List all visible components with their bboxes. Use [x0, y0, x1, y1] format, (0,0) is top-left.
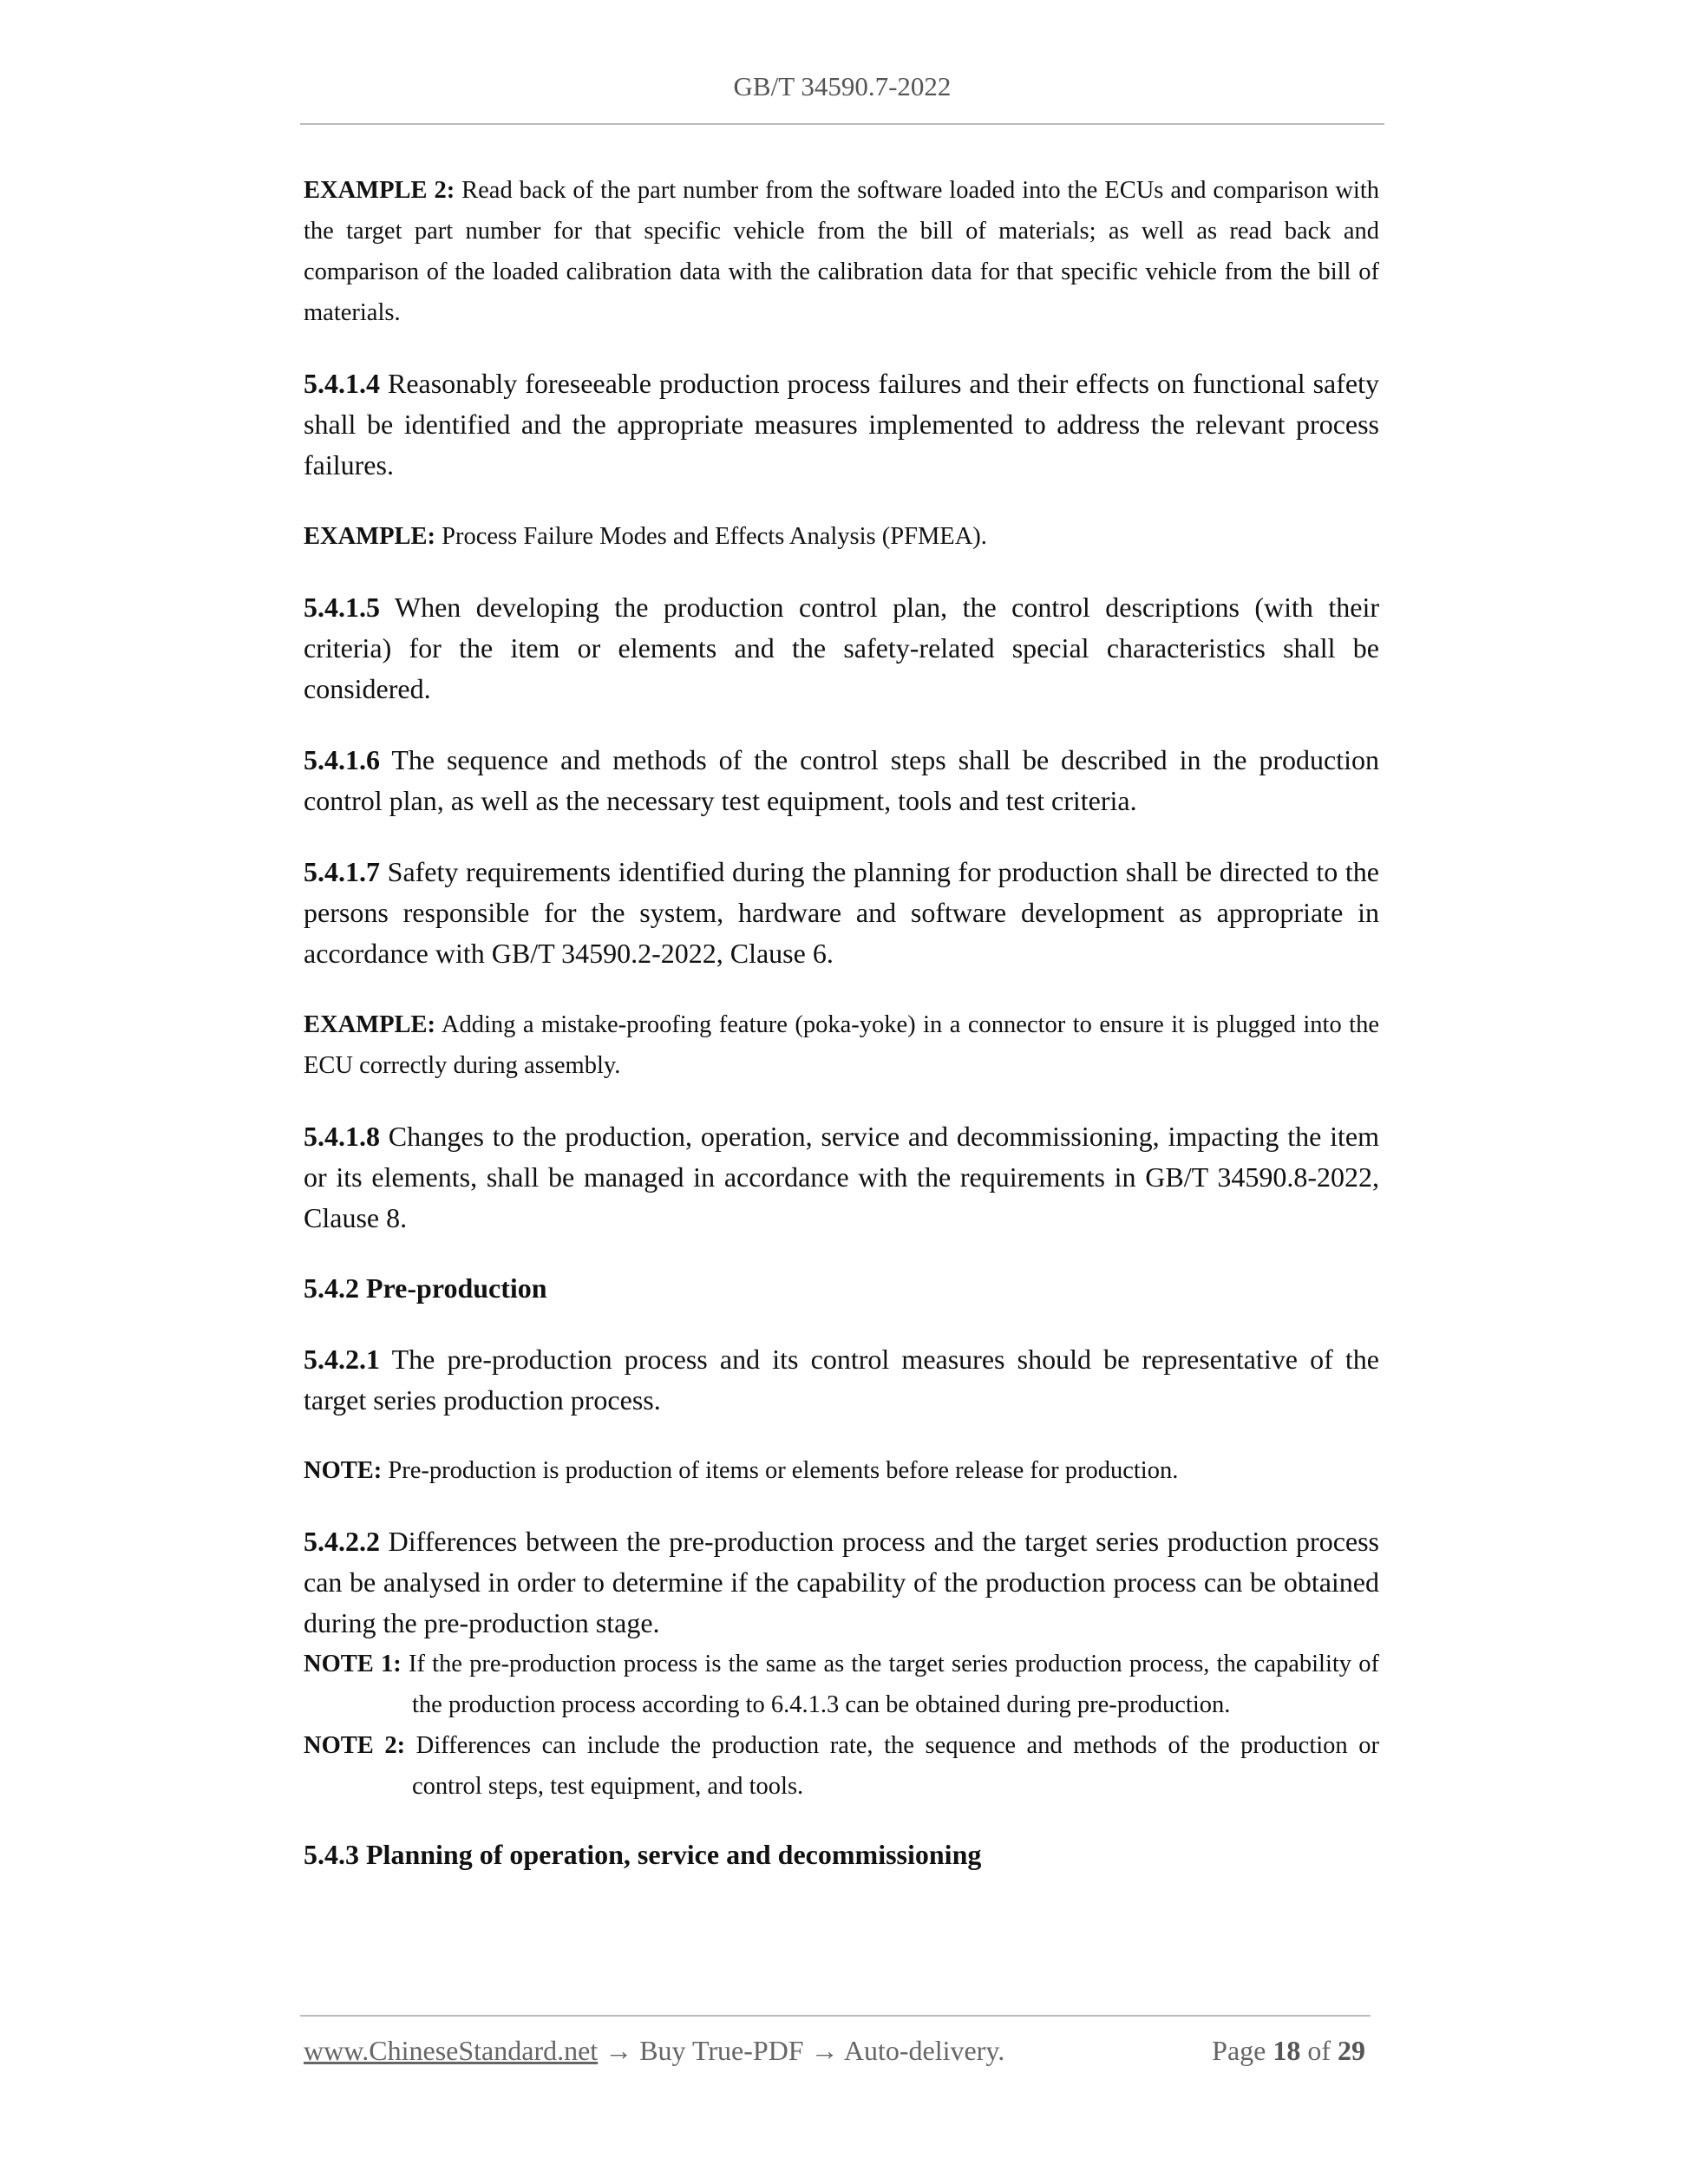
clause-number: 5.4.1.7	[304, 856, 380, 887]
clause-number: 5.4.1.8	[304, 1121, 380, 1152]
section-heading-operation-planning: 5.4.3 Planning of operation, service and decommissioning	[304, 1839, 982, 1870]
paragraph-text: Read back of the part number from the software loaded into the ECUs and comparison with the target part number for that specific vehicle from the bill of materials; as well as read back and comparison of the loaded calibration data with the calibration data for that specific vehicle from the bill of materials.	[304, 177, 1380, 326]
clause-5-4-2-1	[304, 1339, 1379, 1421]
total-pages-number: 29	[1338, 2035, 1365, 2066]
paragraph-text: Safety requirements identified during the planning for production shall be directed to the persons responsible for the system, hardware and software development as appropriate in accordance with GB/T 34590.2-2022, Clause 6.	[304, 856, 1379, 969]
paragraph-text: When developing the production control plan, the control descriptions (with their criteria) for the item or elements and the safety-related special characteristics shall be considered.	[304, 592, 1379, 704]
example-label: EXAMPLE 2:	[304, 177, 455, 204]
paragraph-text: Reasonably foreseeable production process failures and their effects on functional safety shall be identified and the appropriate measures implemented to address the relevant process failures.	[304, 368, 1379, 481]
document-body	[304, 170, 1379, 1875]
paragraph-text: If the pre-production process is the same as the target series production process, the capability of the production process according to 6.4.1.3 can be obtained during pre-production.	[401, 1651, 1379, 1718]
clause-number: 5.4.1.4	[304, 368, 380, 399]
clause-5-4-1-6	[304, 740, 1379, 821]
clause-number: 5.4.2.2	[304, 1526, 380, 1557]
document-header: GB/T 34590.7-2022	[733, 71, 952, 101]
example-2-paragraph	[304, 170, 1379, 333]
paragraph-text: The sequence and methods of the control steps shall be described in the production control plan, as well as the necessary test equipment, tools and test criteria.	[304, 744, 1379, 816]
clause-number: 5.4.1.5	[304, 592, 380, 623]
section-heading-pre-production: 5.4.2 Pre-production	[304, 1272, 547, 1304]
paragraph-text: Differences can include the production rate, the sequence and methods of the production or control steps, test equipment, and tools.	[405, 1732, 1379, 1800]
example-pfmea	[304, 516, 1379, 557]
paragraph-text: The pre-production process and its control measures should be representative of the target series production process.	[304, 1344, 1379, 1416]
note-2	[304, 1725, 1379, 1807]
footer-promo	[304, 2035, 1004, 2067]
paragraph-text: Process Failure Modes and Effects Analysis (PFMEA).	[435, 523, 987, 550]
clause-5-4-1-7	[304, 852, 1379, 974]
website-link[interactable]: www.ChineseStandard.net	[304, 2035, 599, 2066]
clause-5-4-2-2	[304, 1521, 1379, 1644]
example-poka-yoke	[304, 1004, 1379, 1086]
header-divider	[300, 123, 1384, 125]
page-indicator	[1212, 2035, 1365, 2067]
footer-divider	[300, 2015, 1371, 2017]
current-page-number: 18	[1273, 2035, 1301, 2066]
of-word: of	[1300, 2035, 1338, 2066]
example-label: EXAMPLE:	[304, 523, 435, 550]
promo-text: → Buy True-PDF → Auto-delivery.	[598, 2035, 1005, 2066]
note-pre-production	[304, 1450, 1379, 1491]
paragraph-text: Changes to the production, operation, service and decommissioning, impacting the item or its elements, shall be managed in accordance with the requirements in GB/T 34590.8-2022, Clause 8.	[304, 1121, 1379, 1233]
note-label: NOTE:	[304, 1457, 383, 1484]
page-word: Page	[1212, 2035, 1273, 2066]
paragraph-text: Pre-production is production of items or elements before release for production.	[382, 1457, 1179, 1484]
paragraph-text: Adding a mistake-proofing feature (poka-yoke) in a connector to ensure it is plugged into the ECU correctly during assembly.	[304, 1011, 1379, 1079]
clause-number: 5.4.2.1	[304, 1344, 380, 1375]
clause-number: 5.4.1.6	[304, 744, 380, 775]
clause-5-4-1-4	[304, 363, 1379, 486]
paragraph-text: Differences between the pre-production process and the target series production process can be analysed in order to determine if the capability of the production process can be obtained during the pre-production stage.	[304, 1526, 1379, 1638]
clause-5-4-1-5	[304, 587, 1379, 709]
clause-5-4-1-8	[304, 1116, 1379, 1239]
example-label: EXAMPLE:	[304, 1011, 435, 1038]
note-label: NOTE 1:	[304, 1651, 402, 1677]
note-1	[304, 1644, 1379, 1725]
note-label: NOTE 2:	[304, 1732, 406, 1759]
